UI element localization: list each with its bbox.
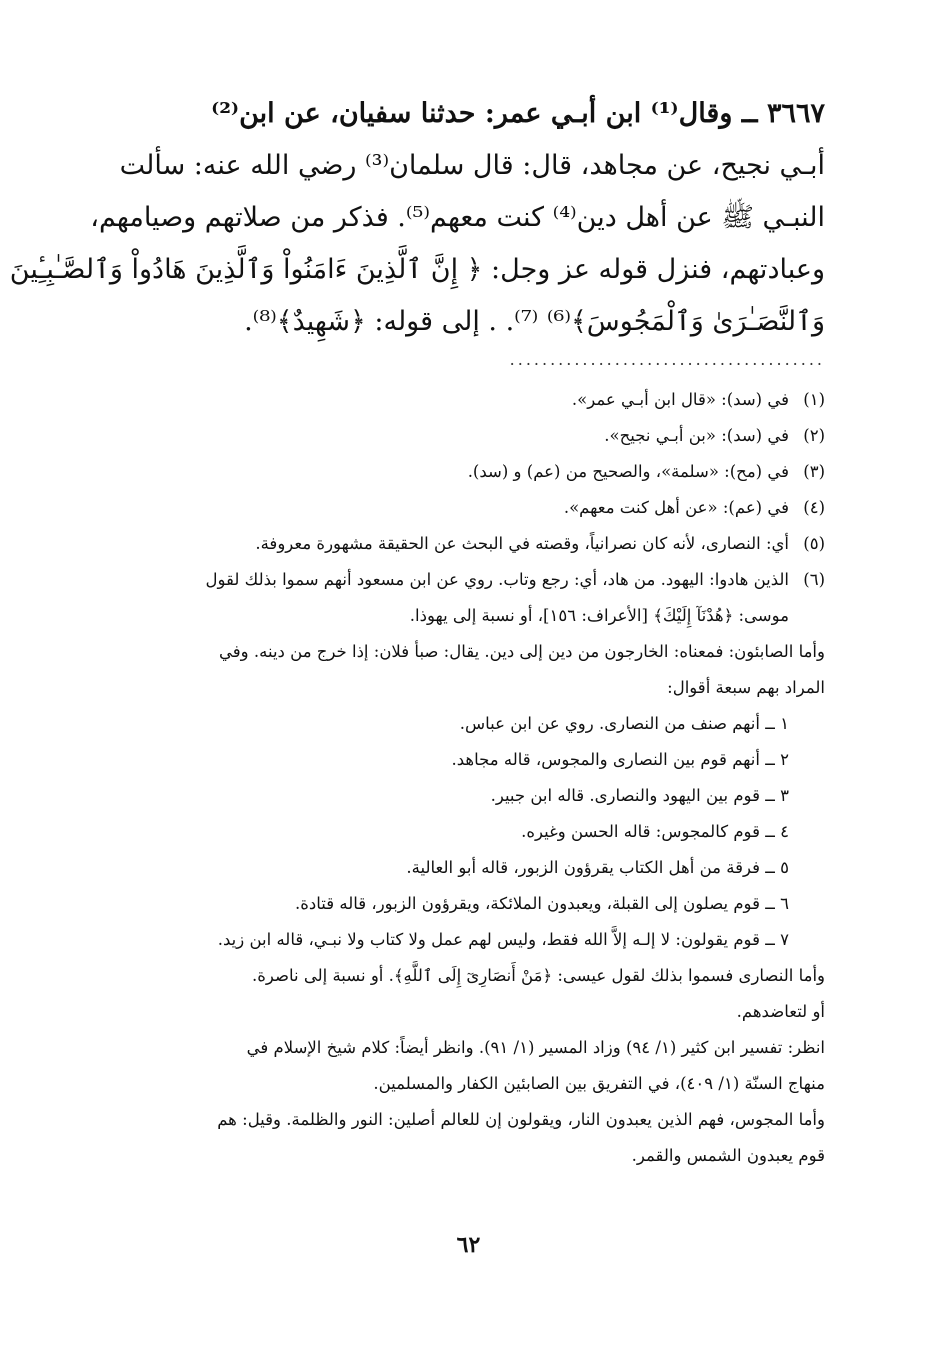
note-line: موسى: ﴿هُدْنَآ إِلَيْكَ﴾ [الأعراف: ١٥٦]، أو نسبة إلى يهوذا. <box>409 606 789 625</box>
footnotes <box>109 382 825 1174</box>
note-line: منهاج السنّة (١/ ٤٠٩)، في التفريق بين الصابئين الكفار والمسلمين. <box>373 1074 825 1093</box>
footnote-text: في (عم): «عن أهل كنت معهم». <box>563 498 789 517</box>
footnote-separator: ....................................... <box>509 350 825 369</box>
hadith-text <box>9 88 825 348</box>
nasara-paragraph <box>109 958 825 1030</box>
footnote-4 <box>109 490 825 526</box>
hadith-line: وَٱلنَّصَـٰرَىٰ وَٱلْمَجُوسَ﴾⁽⁶⁾ ⁽⁷⁾. . إلى قوله: ﴿شَهِيدٌ﴾⁽⁸⁾. <box>244 306 825 337</box>
list-item: ٥ ــ فرقة من أهل الكتاب يقرؤون الزبور، قاله أبو العالية. <box>406 858 789 877</box>
footnote-text: في (سد): «بن أبـي نجيح». <box>604 426 789 445</box>
footnote-2 <box>109 418 825 454</box>
note-line: أو لتعاضدهم. <box>736 1002 825 1021</box>
list-item: ٤ ــ قوم كالمجوس: قاله الحسن وغيره. <box>521 822 789 841</box>
list-item: ٦ ــ قوم يصلون إلى القبلة، ويعبدون الملائكة، ويقرؤون الزبور، قاله قتادة. <box>294 894 789 913</box>
sabiun-paragraph <box>109 634 825 706</box>
footnote-text: في (سد): «قال ابن أبـي عمر». <box>571 390 789 409</box>
footnote-number: (٦) <box>803 570 825 589</box>
hadith-line: ٣٦٦٧ ــ وقال⁽¹⁾ ابن أبـي عمر: حدثنا سفيان، عن ابن⁽²⁾ <box>211 98 825 129</box>
note-line: قوم يعبدون الشمس والقمر. <box>631 1146 825 1165</box>
list-item: ٧ ــ قوم يقولون: لا إلـه إلاَّ الله فقط، وليس لهم عمل ولا كتاب ولا نبـي، قاله ابن زيد. <box>217 930 789 949</box>
footnote-3 <box>109 454 825 490</box>
footnote-text <box>109 562 789 634</box>
hadith-line: أبـي نجيح، عن مجاهد، قال: قال سلمان⁽³⁾ رضي الله عنه: سألت <box>119 150 825 181</box>
note-line: وأما المجوس، فهم الذين يعبدون النار، ويقولون إن للعالم أصلين: النور والظلمة. وقيل: هم <box>217 1110 825 1129</box>
list-item: ١ ــ أنهم صنف من النصارى. روي عن ابن عباس. <box>459 714 789 733</box>
footnote-5 <box>109 526 825 562</box>
note-line: انظر: تفسير ابن كثير (١/ ٩٤) وزاد المسير (١/ ٩١). وانظر أيضاً: كلام شيخ الإسلام في <box>246 1038 825 1057</box>
list-item: ٢ ــ أنهم قوم بين النصارى والمجوس، قاله مجاهد. <box>451 750 789 769</box>
note-line: المراد بهم سبعة أقوال: <box>667 678 825 697</box>
list-item: ٣ ــ قوم بين اليهود والنصارى. قاله ابن جبير. <box>490 786 789 805</box>
hadith-line: وعبادتهم، فنزل قوله عز وجل: ﴿ إِنَّ ٱلَّذِينَ ءَامَنُواْ وَٱلَّذِينَ هَادُواْ وَٱلصَّـٰبِـِٔينَ <box>9 254 825 285</box>
footnote-number: (٤) <box>803 498 825 517</box>
footnote-number: (٣) <box>803 462 825 481</box>
page-number: ٦٢ <box>456 1232 481 1258</box>
note-line: وأما النصارى فسموا بذلك لقول عيسى: ﴿مَنْ أَنصَارِىٓ إِلَى ٱللَّهِ﴾. أو نسبة إلى ناصرة. <box>251 966 825 985</box>
sabiun-opinions-list <box>109 706 825 958</box>
footnote-number: (٢) <box>803 426 825 445</box>
hadith-line: النبـي ﷺ عن أهل دين⁽⁴⁾ كنت معهم⁽⁵⁾. فذكر من صلاتهم وصيامهم، <box>90 202 825 233</box>
footnote-text: أي: النصارى، لأنه كان نصرانياً، وقصته في البحث عن الحقيقة مشهورة معروفة. <box>255 534 789 553</box>
majus-paragraph <box>109 1102 825 1174</box>
note-line: وأما الصابئون: فمعناه: الخارجون من دين إلى دين. يقال: صبأ فلان: إذا خرج من دينه. وفي <box>219 642 825 661</box>
note-line: الذين هادوا: اليهود. من هاد، أي: رجع وتاب. روي عن ابن مسعود أنهم سموا بذلك لقول <box>205 570 789 589</box>
footnote-6 <box>109 562 825 634</box>
footnote-number: (٥) <box>803 534 825 553</box>
footnote-text: في (مح): «سلمة»، والصحيح من (عم) و (سد). <box>467 462 789 481</box>
footnote-1 <box>109 382 825 418</box>
references-paragraph <box>109 1030 825 1102</box>
footnote-number: (١) <box>803 390 825 409</box>
